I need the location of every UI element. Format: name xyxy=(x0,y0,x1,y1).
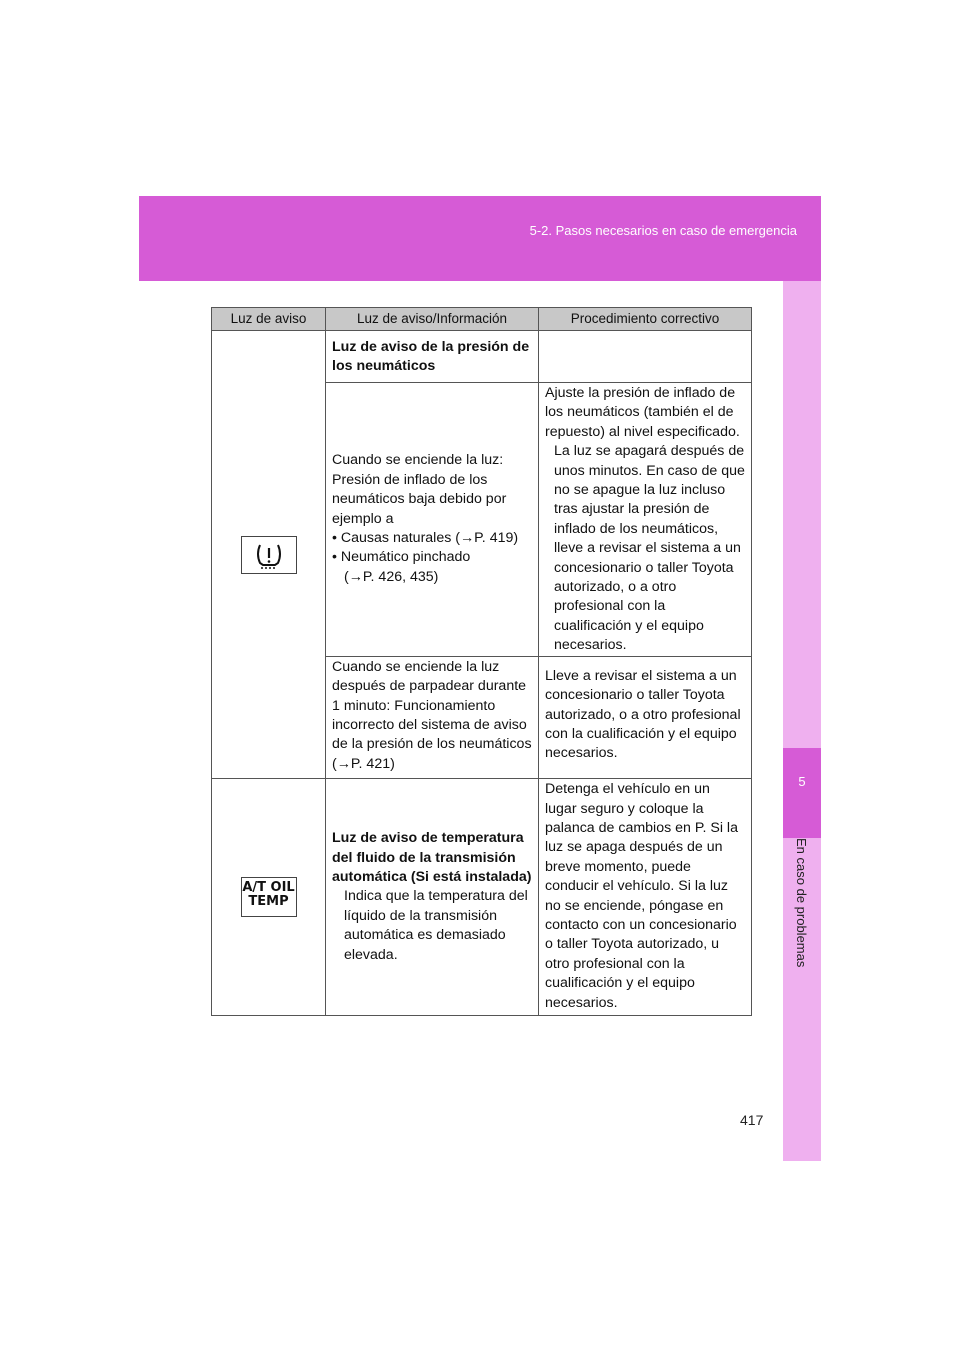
section-header-band xyxy=(139,196,821,281)
tire-pressure-icon-cell xyxy=(212,331,326,779)
chapter-number: 5 xyxy=(798,774,806,789)
warning-lights-table xyxy=(211,307,752,1016)
section-title: 5-2. Pasos necesarios en caso de emergencia xyxy=(529,223,797,238)
bullet-flat-tire: • Neumático pinchado xyxy=(332,549,471,566)
tire-pressure-case2-procedure xyxy=(539,656,752,778)
chapter-label: En caso de problemas xyxy=(794,838,809,968)
chapter-number-tab xyxy=(783,748,821,838)
column-header-info: Luz de aviso/Información xyxy=(326,308,539,331)
info-line: Cuando se enciende la luz: xyxy=(332,452,504,469)
at-oil-info-cell xyxy=(326,779,539,1016)
at-oil-icon-text xyxy=(242,881,296,909)
tire-pressure-case1-procedure xyxy=(539,383,752,657)
column-header-procedure: Procedimiento correctivo xyxy=(539,308,752,331)
case2-procedure-text: Lleve a revisar el sistema a un concesionario o taller Toyota autorizado, o a otro profesional con la cualificación y el equipo necesarios. xyxy=(545,667,741,762)
chapter-side-tab xyxy=(783,281,821,1161)
at-oil-temp-warning-icon xyxy=(241,877,297,917)
chapter-label-wrap xyxy=(783,838,821,988)
procedure-main: Ajuste la presión de inflado de los neumáticos (también el de repuesto) al nivel especificado. xyxy=(545,385,740,440)
at-oil-icon-line1: A/T OIL xyxy=(242,880,295,896)
info-line: Presión de inflado de los neumáticos baja debido por ejemplo a xyxy=(332,471,507,527)
table-row xyxy=(212,779,752,1016)
tire-pressure-case2-info xyxy=(326,656,539,778)
column-header-light: Luz de aviso xyxy=(212,308,326,331)
at-oil-procedure-cell xyxy=(539,779,752,1016)
bullet-natural-causes: • Causas naturales (→P. 419) xyxy=(332,530,519,547)
case2-info-text: Cuando se enciende la luz después de parpadear durante 1 minuto: Funcionamiento incorrecto del sistema de aviso de la presión de los neumáticos (→P. 421) xyxy=(332,658,532,772)
flat-tire-reference: (→P. 426, 435) xyxy=(344,568,439,585)
tire-pressure-title-cell xyxy=(326,331,539,383)
procedure-note: La luz se apagará después de unos minutos. En caso de que no se apague la luz incluso tras ajustar la presión de inflado de los neumáticos, lleve a revisar el sistema a un concesionario o taller Toyota autorizado, o a otro profesional con la cualificación y el equipo necesarios. xyxy=(554,443,745,654)
at-oil-procedure: Detenga el vehículo en un lugar seguro y coloque la palanca de cambios en P. Si la luz se apaga después de un breve momento, puede conducir el vehículo. Si la luz no se enciende, póngase en contacto con un concesionario o taller Toyota autorizado, u otro profesional con la cualificación y el equipo necesarios. xyxy=(545,781,738,1011)
page-number: 417 xyxy=(740,1112,764,1128)
at-oil-description: Indica que la temperatura del líquido de la transmisión automática es demasiado elevada. xyxy=(344,888,528,963)
at-oil-icon-cell xyxy=(212,779,326,1016)
tire-pressure-warning-icon xyxy=(241,536,297,574)
empty-cell xyxy=(539,331,752,383)
at-oil-title: Luz de aviso de temperatura del fluido de la transmisión automática (Si está instalada) xyxy=(332,830,532,885)
table-header-row xyxy=(212,308,752,331)
at-oil-icon-line2: TEMP xyxy=(248,894,289,910)
tire-pressure-case1-info xyxy=(326,383,539,657)
table-row xyxy=(212,331,752,383)
tire-pressure-title: Luz de aviso de la presión de los neumáticos xyxy=(332,339,530,375)
